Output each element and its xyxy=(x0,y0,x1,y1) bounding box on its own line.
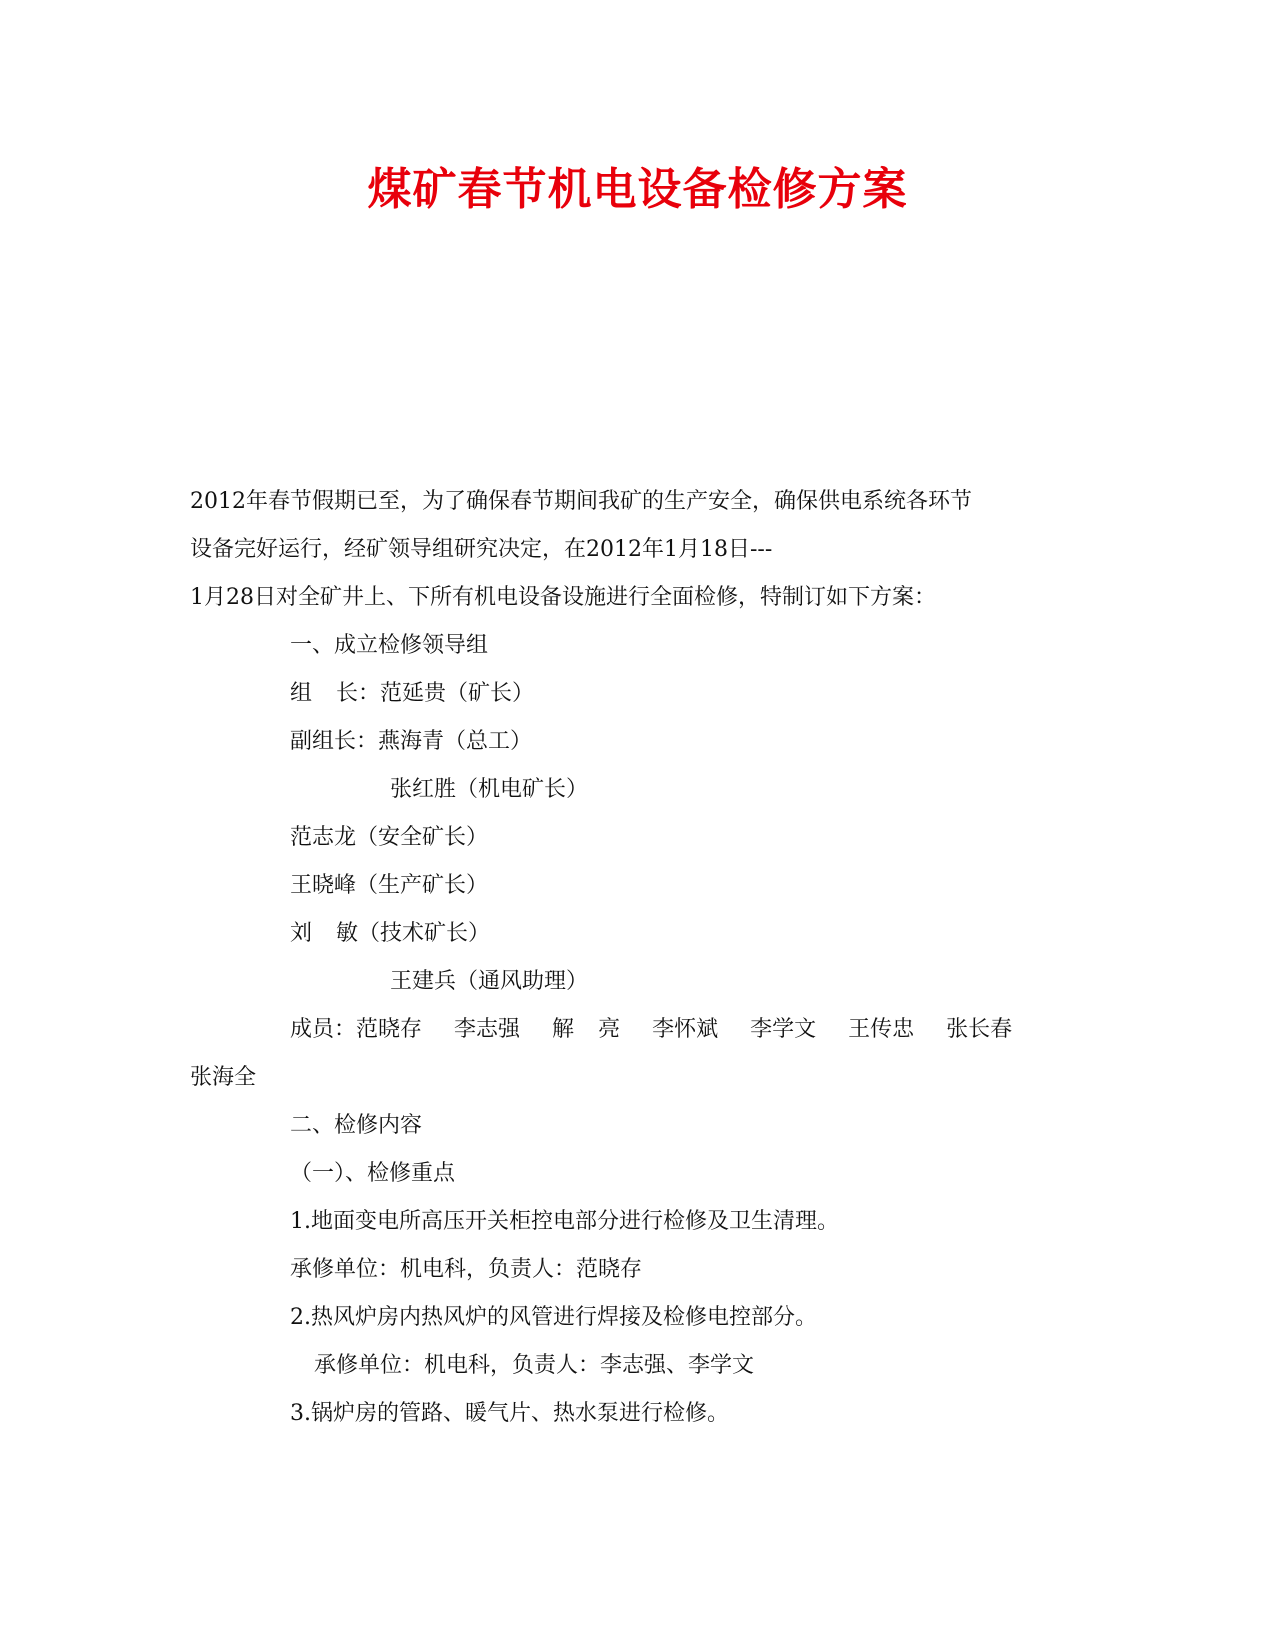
deputy-line-2: 张红胜（机电矿长） xyxy=(390,777,589,802)
section1-heading: 一、成立检修领导组 xyxy=(290,633,489,658)
leader-line xyxy=(190,670,1070,718)
deputy-line-1 xyxy=(190,718,1070,766)
member-2: 李志强 xyxy=(454,1017,521,1042)
deputy-name-1: 燕海青（总工） xyxy=(378,729,533,754)
document-body xyxy=(190,478,1070,1438)
member-3a: 解 xyxy=(552,1017,575,1042)
intro-line-1: 2012年春节假期已至，为了确保春节期间我矿的生产安全，确保供电系统各环节 xyxy=(190,489,972,514)
member-4: 李怀斌 xyxy=(652,1017,719,1042)
intro-line-3: 1月28日对全矿井上、下所有机电设备设施进行全面检修，特制订如下方案： xyxy=(190,585,936,610)
item-1-unit: 承修单位：机电科，负责人：范晓存 xyxy=(290,1257,643,1282)
section2-subheading: （一）、检修重点 xyxy=(290,1161,456,1186)
deputy-line-6: 王建兵（通风助理） xyxy=(390,969,589,994)
deputy-name-5a: 刘 xyxy=(290,921,313,946)
members-line xyxy=(190,1006,1070,1054)
member-6: 王传忠 xyxy=(848,1017,915,1042)
item-2-unit: 承修单位：机电科，负责人：李志强、李学文 xyxy=(314,1353,755,1378)
deputy-line-5 xyxy=(190,910,1070,958)
intro-line-2: 设备完好运行，经矿领导组研究决定，在2012年1月18日--- xyxy=(190,537,773,562)
deputy-line-4: 王晓峰（生产矿长） xyxy=(290,873,489,898)
members-label: 成员： xyxy=(290,1017,357,1042)
document-title: 煤矿春节机电设备检修方案 xyxy=(367,164,908,215)
member-1: 范晓存 xyxy=(356,1017,423,1042)
leader-label-b: 长： xyxy=(336,681,381,706)
member-3b: 亮 xyxy=(598,1017,621,1042)
members-wrap-line: 张海全 xyxy=(190,1065,257,1090)
leader-name: 范延贵（矿长） xyxy=(380,681,535,706)
deputy-label: 副组长： xyxy=(290,729,379,754)
item-1: 1.地面变电所高压开关柜控电部分进行检修及卫生清理。 xyxy=(290,1209,839,1234)
member-5: 李学文 xyxy=(750,1017,817,1042)
item-2: 2.热风炉房内热风炉的风管进行焊接及检修电控部分。 xyxy=(290,1305,817,1330)
member-7: 张长春 xyxy=(946,1017,1013,1042)
item-3: 3.锅炉房的管路、暖气片、热水泵进行检修。 xyxy=(290,1401,729,1426)
deputy-line-3: 范志龙（安全矿长） xyxy=(290,825,489,850)
section2-heading: 二、检修内容 xyxy=(290,1113,423,1138)
leader-label-a: 组 xyxy=(290,681,313,706)
deputy-name-5b: 敏（技术矿长） xyxy=(336,921,491,946)
